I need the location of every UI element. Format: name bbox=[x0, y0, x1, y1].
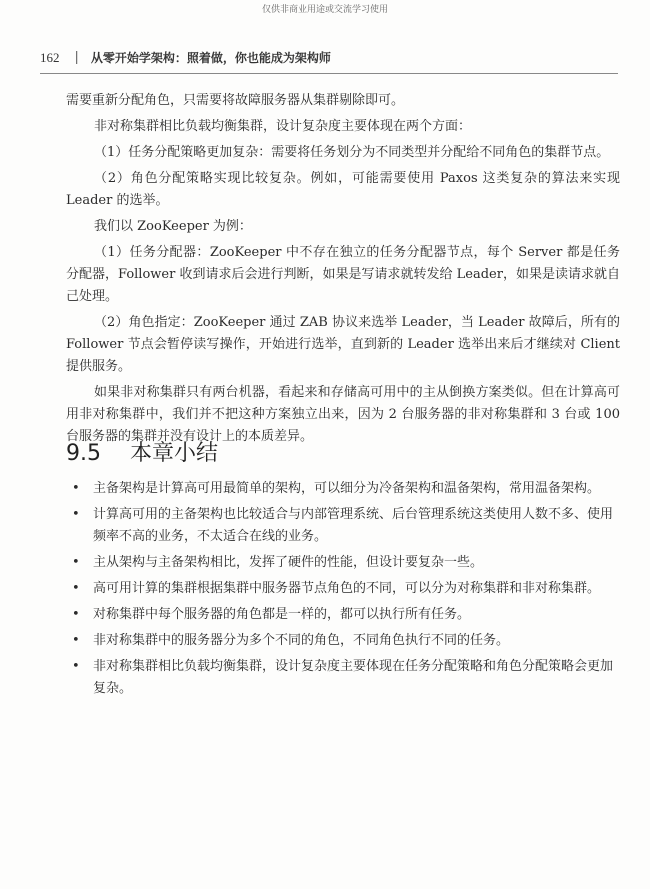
list-item-text: 非对称集群相比负载均衡集群，设计复杂度主要体现在任务分配策略和角色分配策略会更加复杂。 bbox=[93, 659, 614, 696]
list-item-text: 对称集群中每个服务器的角色都是一样的，都可以执行所有任务。 bbox=[93, 607, 471, 622]
section-title: 本章小结 bbox=[130, 441, 219, 466]
list-item bbox=[66, 578, 620, 600]
bullet-icon: • bbox=[72, 659, 80, 674]
header-separator: | bbox=[74, 50, 79, 65]
summary-list bbox=[66, 478, 620, 704]
list-item bbox=[66, 630, 620, 652]
list-item bbox=[66, 504, 620, 548]
list-item bbox=[66, 552, 620, 574]
paragraph: （2）角色指定：ZooKeeper 通过 ZAB 协议来选举 Leader，当 Leader 故障后，所有的 Follower 节点会暂停读写操作，开始进行选举，直到新的 Leader 选举出来后才继续对 Client 提供服务。 bbox=[66, 315, 620, 374]
bullet-icon: • bbox=[72, 507, 80, 522]
list-item-text: 高可用计算的集群根据集群中服务器节点角色的不同，可以分为对称集群和非对称集群。 bbox=[93, 581, 601, 596]
bullet-icon: • bbox=[72, 607, 80, 622]
list-item bbox=[66, 656, 620, 700]
list-item bbox=[66, 478, 620, 500]
paragraph: （2）角色分配策略实现比较复杂。例如，可能需要使用 Paxos 这类复杂的算法来实现 Leader 的选举。 bbox=[66, 171, 620, 208]
paragraph: 我们以 ZooKeeper 为例： bbox=[94, 219, 252, 234]
watermark-text: 仅供非商业用途或交流学习使用 bbox=[261, 5, 388, 15]
header-rule bbox=[40, 73, 618, 74]
page-number: 162 bbox=[40, 49, 60, 65]
list-item-text: 非对称集群中的服务器分为多个不同的角色，不同角色执行不同的任务。 bbox=[93, 633, 510, 648]
list-item-text: 主备架构是计算高可用最简单的架构，可以细分为冷备架构和温备架构，常用温备架构。 bbox=[93, 481, 601, 496]
paragraph: 非对称集群相比负载均衡集群，设计复杂度主要体现在两个方面： bbox=[94, 119, 472, 134]
section-heading bbox=[66, 436, 218, 467]
paragraph: （1）任务分配器：ZooKeeper 中不存在独立的任务分配器节点，每个 Server 都是任务分配器，Follower 收到请求后会进行判断，如果是写请求就转发给 Leader，如果是读请求就自己处理。 bbox=[66, 245, 620, 304]
book-title: 从零开始学架构：照着做，你也能成为架构师 bbox=[90, 51, 331, 65]
bullet-icon: • bbox=[72, 581, 80, 596]
bullet-icon: • bbox=[72, 481, 80, 496]
bullet-icon: • bbox=[72, 633, 80, 648]
list-item-text: 计算高可用的主备架构也比较适合与内部管理系统、后台管理系统这类使用人数不多、使用频率不高的业务，不太适合在线的业务。 bbox=[93, 507, 614, 544]
section-number: 9.5 bbox=[66, 441, 101, 466]
paragraph: （1）任务分配策略更加复杂：需要将任务划分为不同类型并分配给不同角色的集群节点。 bbox=[94, 145, 610, 160]
body-text bbox=[66, 90, 620, 452]
paragraph: 如果非对称集群只有两台机器，看起来和存储高可用中的主从倒换方案类似。但在计算高可用非对称集群中，我们并不把这种方案独立出来，因为 2 台服务器的非对称集群和 3 台或 100 台服务器的集群并没有设计上的本质差异。 bbox=[66, 385, 620, 444]
list-item bbox=[66, 604, 620, 626]
paragraph: 需要重新分配角色，只需要将故障服务器从集群剔除即可。 bbox=[66, 93, 405, 108]
bullet-icon: • bbox=[72, 555, 80, 570]
page-header bbox=[40, 49, 618, 66]
list-item-text: 主从架构与主备架构相比，发挥了硬件的性能，但设计要复杂一些。 bbox=[93, 555, 484, 570]
